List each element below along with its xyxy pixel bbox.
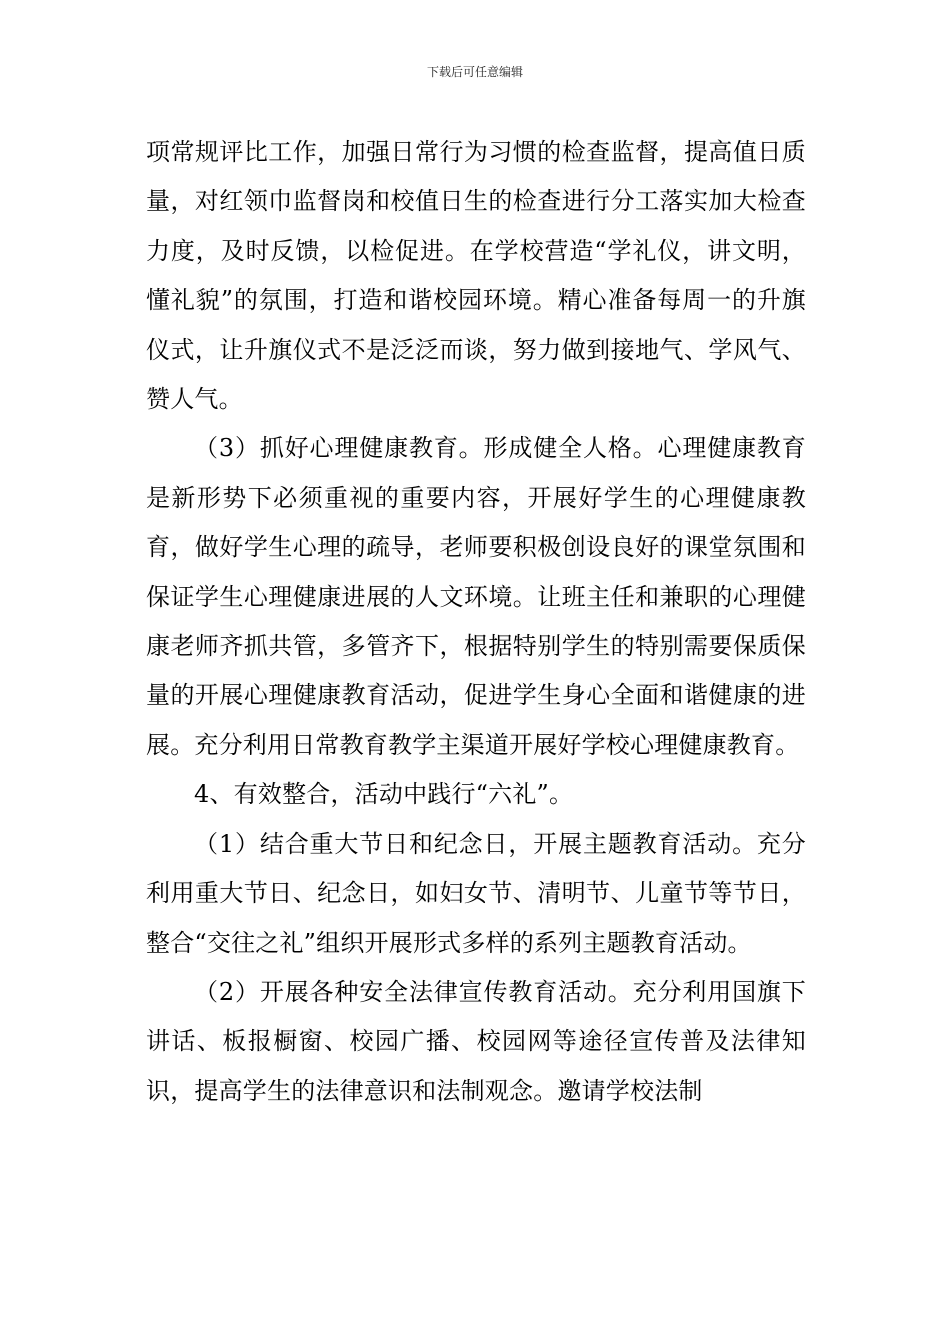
section-heading-integration: 4、有效整合，活动中践行“六礼”。 xyxy=(194,780,574,809)
paragraph-mental-health: （3）抓好心理健康教育。形成健全人格。心理健康教育是新形势下必须重视的重要内容，开展好学生的心理健康教育，做好学生心理的疏导，老师要积极创设良好的课堂氛围和保证学生心理健康进展的人文环境。让班主任和兼职的心理健康老师齐抓共管，多管齐下，根据特别学生的特别需要保质保量的开展心理健康教育活动，促进学生身心全面和谐健康的进展。充分利用日常教育教学主渠道开展好学校心理健康教育。 xyxy=(146,434,806,759)
paragraph-continuation: 项常规评比工作，加强日常行为习惯的检查监督，提高值日质量，对红领巾监督岗和校值日生的检查进行分工落实加大检查力度，及时反馈，以检促进。在学校营造“学礼仪，讲文明，懂礼貌”的氛围，打造和谐校园环境。精心准备每周一的升旗仪式，让升旗仪式不是泛泛而谈，努力做到接地气、学风气、赞人气。 xyxy=(146,138,806,414)
page-header: 下载后可任意编辑 xyxy=(426,65,523,79)
paragraph-festival-activities: （1）结合重大节日和纪念日，开展主题教育活动。充分利用重大节日、纪念日，如妇女节、清明节、儿童节等节日，整合“交往之礼”组织开展形式多样的系列主题教育活动。 xyxy=(146,829,806,957)
document-body xyxy=(146,128,806,1116)
paragraph-legal-education: （2）开展各种安全法律宣传教育活动。充分利用国旗下讲话、板报橱窗、校园广播、校园网等途径宣传普及法律知识，提高学生的法律意识和法制观念。邀请学校法制 xyxy=(146,977,806,1105)
